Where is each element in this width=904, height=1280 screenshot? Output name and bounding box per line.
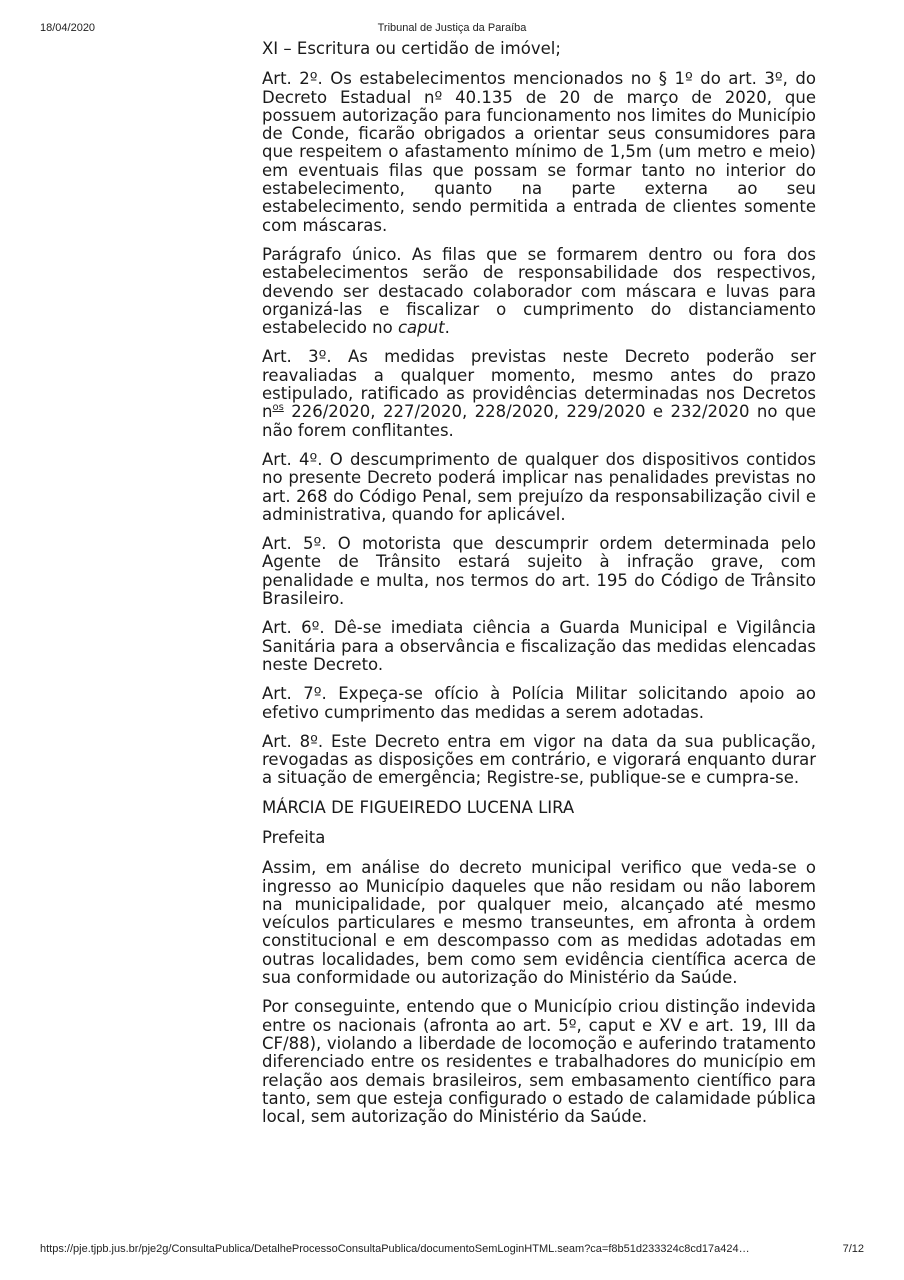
print-header [40, 22, 864, 38]
article-6: Art. 6º. Dê-se imediata ciência a Guarda Municipal e Vigilância Sanitária para a observância e fiscalização das medidas elencadas neste Decreto. [262, 618, 816, 674]
print-date: 18/04/2020 [40, 22, 96, 34]
page-number: 7/12 [842, 1243, 864, 1255]
paragrafo-unico-text: Parágrafo único. As filas que se formarem dentro ou fora dos estabelecimentos serão de responsabilidade dos respectivos, devendo ser destacado colaborador com máscara e luvas para organizá-las e fiscalizar o cumprimento do distanciamento estabelecido no [262, 244, 816, 338]
paragrafo-unico-end: . [444, 318, 450, 338]
paragrafo-unico [262, 246, 816, 337]
article-3-decrees: 226/2020, 227/2020, 228/2020, 229/2020 e 232/2020 no que não forem conflitantes. [262, 402, 816, 440]
document-body [262, 40, 816, 1137]
article-2: Art. 2º. Os estabelecimentos mencionados no § 1º do art. 3º, do Decreto Estadual nº 40.135 de 20 de março de 2020, que possuem autorização para funcionamento nos limites do Município de Conde, ficarão obrigados a orientar seus consumidores para que respeitem o afastamento mínimo de 1,5m (um metro e meio) em eventuais filas que possam se formar tanto no interior do estabelecimento, quanto na parte externa ao seu estabelecimento, sendo permitida a entrada de clientes somente com máscaras. [262, 69, 816, 235]
signatory-name: MÁRCIA DE FIGUEIREDO LUCENA LIRA [262, 797, 575, 817]
article-3 [262, 348, 816, 439]
analysis-paragraph-1: Assim, em análise do decreto municipal verifico que veda-se o ingresso ao Município daqueles que não residam ou não laborem na municipalidade, por qualquer meio, alcançado até mesmo veículos particulares e mesmo transeuntes, em afronta à ordem constitucional e em descompasso com as medidas adotadas em outras localidades, bem como sem evidência científica acerca de sua conformidade ou autorização do Ministério da Saúde. [262, 858, 816, 988]
site-title: Tribunal de Justiça da Paraíba [377, 22, 527, 34]
article-3-text: Art. 3º. As medidas previstas neste Decreto poderão ser reavaliadas a qualquer momento, mesmo antes do prazo estipulado, ratificado as providências determinadas nos Decretos n [262, 347, 816, 422]
print-footer [40, 1243, 864, 1259]
ordinal-superscript: os [272, 402, 284, 414]
article-7: Art. 7º. Expeça-se ofício à Polícia Militar solicitando apoio ao efetivo cumprimento das medidas a serem adotadas. [262, 684, 816, 722]
analysis-paragraph-2: Por conseguinte, entendo que o Município criou distinção indevida entre os nacionais (afronta ao art. 5º, caput e XV e art. 19, III da CF/88), violando a liberdade de locomoção e auferindo tratamento diferenciado entre os residentes e trabalhadores do município em relação aos demais brasileiros, sem embasamento científico para tanto, sem que esteja configurado o estado de calamidade pública local, sem autorização do Ministério da Saúde. [262, 997, 816, 1127]
article-8: Art. 8º. Este Decreto entra em vigor na data da sua publicação, revogadas as disposições em contrário, e vigorará enquanto durar a situação de emergência; Registre-se, publique-se e cumpra-se. [262, 731, 816, 788]
article-5: Art. 5º. O motorista que descumprir ordem determinada pelo Agente de Trânsito estará sujeito à infração grave, com penalidade e multa, nos termos do art. 195 do Código de Trânsito Brasileiro. [262, 534, 816, 609]
article-4: Art. 4º. O descumprimento de qualquer dos dispositivos contidos no presente Decreto poderá implicar nas penalidades previstas no art. 268 do Código Penal, sem prejuízo da responsabilização civil e administrativa, quando for aplicável. [262, 449, 816, 524]
item-xi: XI – Escritura ou certidão de imóvel; [262, 39, 561, 58]
caput-term: caput [397, 318, 445, 338]
document-url-link[interactable]: https://pje.tjpb.jus.br/pje2g/ConsultaPublica/DetalheProcessoConsultaPublica/documentoSemLoginHTML.seam?ca=f8b51d233324c8cd17a424… [40, 1243, 750, 1255]
signatory-role: Prefeita [262, 827, 326, 847]
